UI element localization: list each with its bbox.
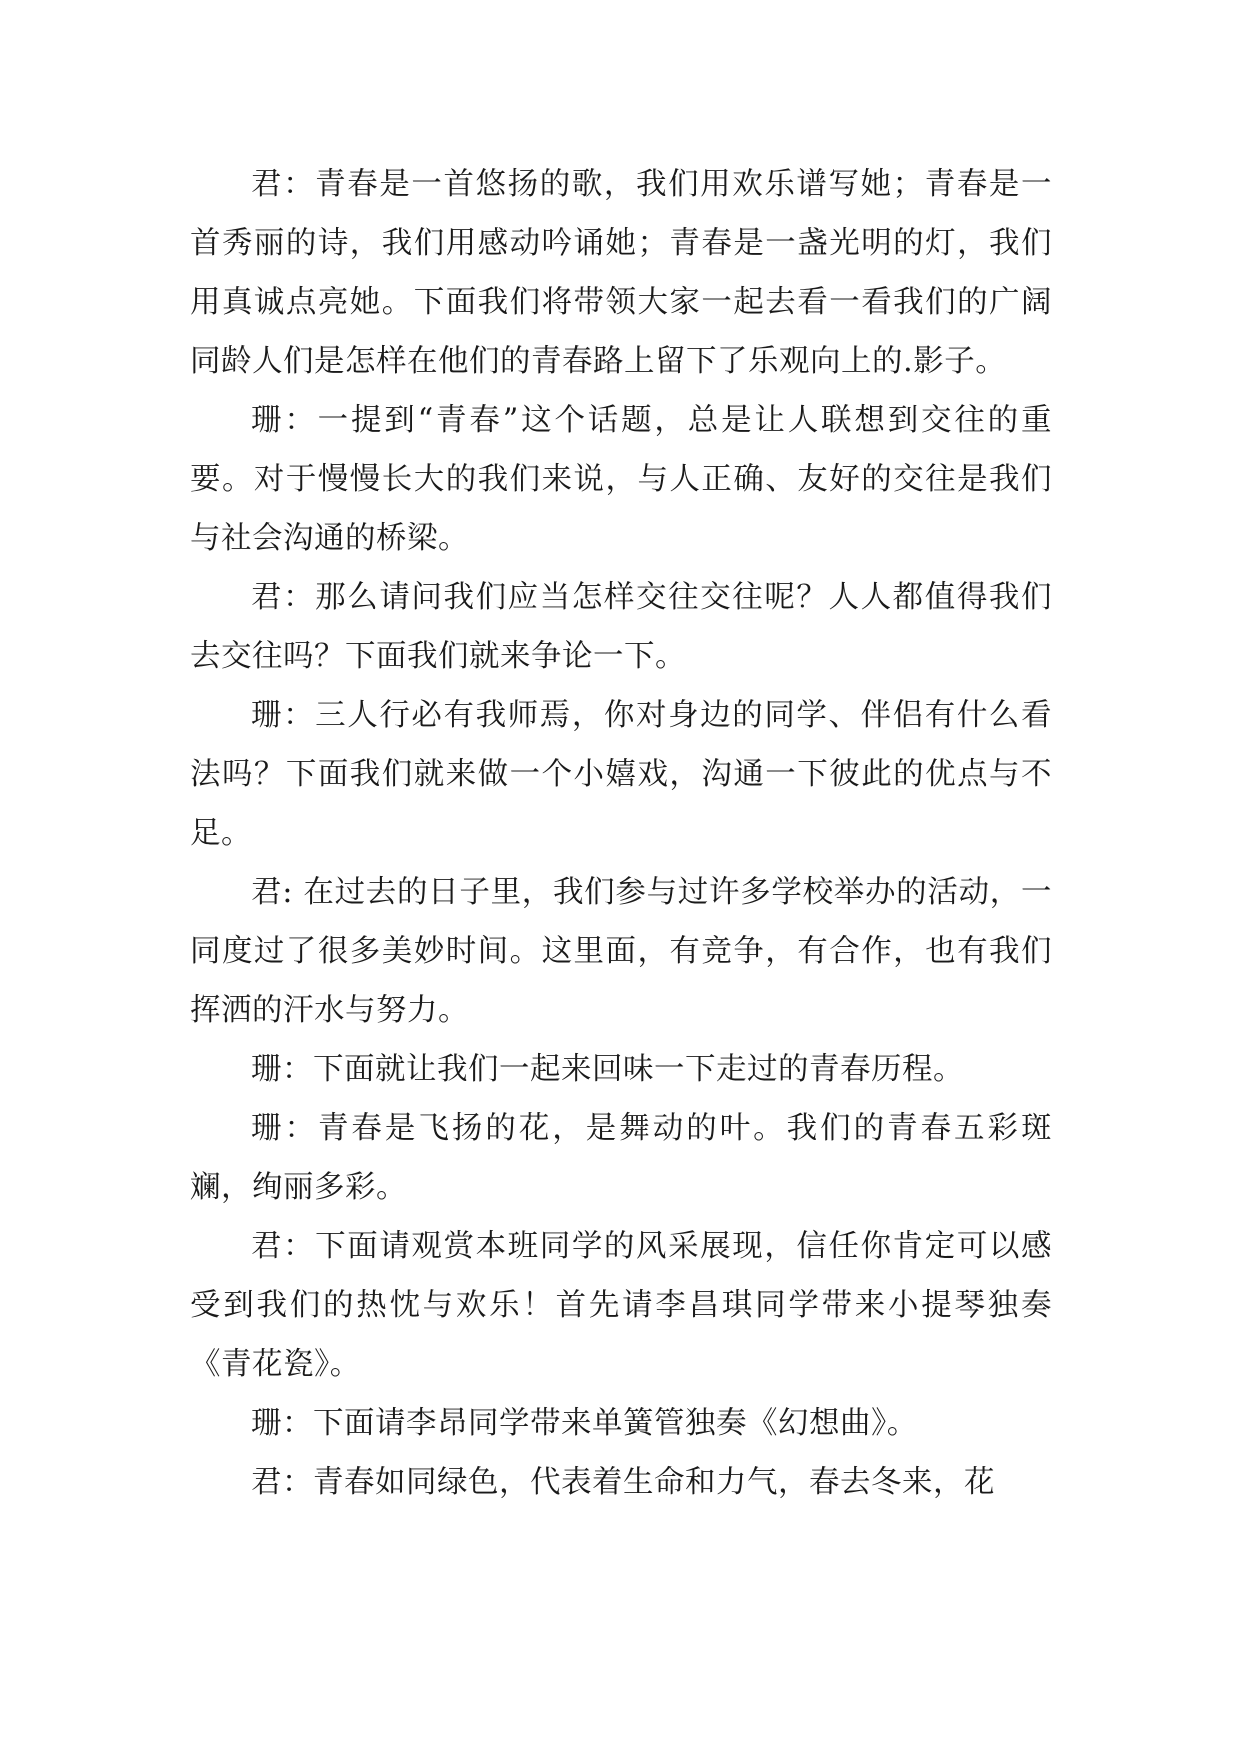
paragraph-6: 珊：下面就让我们一起来回味一下走过的青春历程。 <box>251 1052 964 1087</box>
paragraph-3: 君：那么请问我们应当怎样交往交往呢？人人都值得我们去交往吗？下面我们就来争论一下。 <box>190 580 1052 674</box>
paragraph-7: 珊：青春是飞扬的花，是舞动的叶。我们的青春五彩斑斓，绚丽多彩。 <box>190 1111 1052 1205</box>
paragraph-2: 珊：一提到“青春”这个话题，总是让人联想到交往的重要。对于慢慢长大的我们来说，与人正确、友好的交往是我们与社会沟通的桥梁。 <box>190 403 1052 556</box>
paragraph-8: 君：下面请观赏本班同学的风采展现，信任你肯定可以感受到我们的热忱与欢乐！首先请李昌琪同学带来小提琴独奏《青花瓷》。 <box>190 1229 1052 1382</box>
paragraph-1: 君：青春是一首悠扬的歌，我们用欢乐谱写她；青春是一首秀丽的诗，我们用感动吟诵她；青春是一盏光明的灯，我们用真诚点亮她。下面我们将带领大家一起去看一看我们的广阔同龄人们是怎样在他们的青春路上留下了乐观向上的.影子。 <box>190 167 1052 379</box>
paragraph-4: 珊：三人行必有我师焉，你对身边的同学、伴侣有什么看法吗？下面我们就来做一个小嬉戏，沟通一下彼此的优点与不足。 <box>190 698 1052 851</box>
paragraph-5: 君: 在过去的日子里，我们参与过许多学校举办的活动，一同度过了很多美妙时间。这里面，有竞争，有合作，也有我们挥洒的汗水与努力。 <box>190 875 1052 1028</box>
paragraph-10: 君：青春如同绿色，代表着生命和力气，春去冬来，花 <box>251 1465 995 1500</box>
document-body <box>190 155 1052 1512</box>
paragraph-9: 珊：下面请李昂同学带来单簧管独奏《幻想曲》。 <box>251 1406 918 1441</box>
